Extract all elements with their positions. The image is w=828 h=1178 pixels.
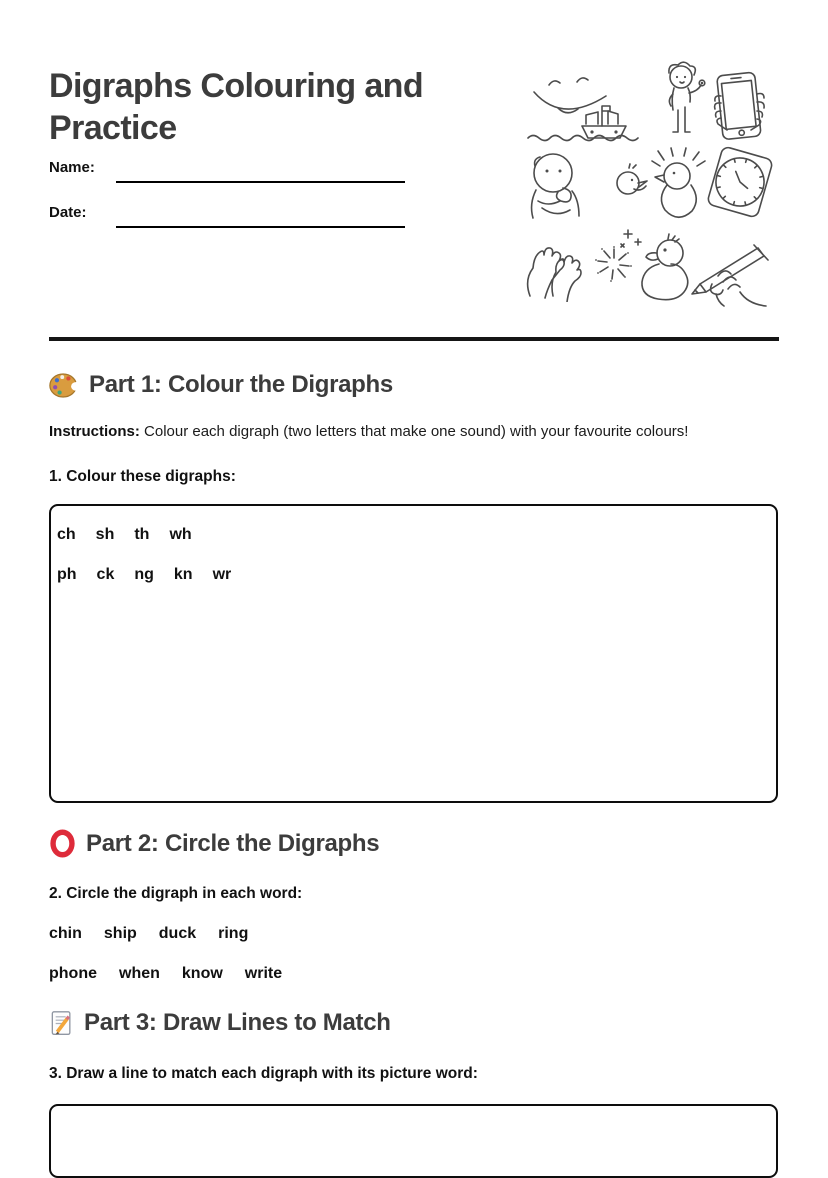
memo-icon xyxy=(49,1010,74,1037)
part3-heading xyxy=(49,1009,391,1037)
digraph-row-1 xyxy=(57,526,192,544)
name-label: Name: xyxy=(49,159,95,176)
clock-icon xyxy=(702,142,778,222)
digraph-item: wh xyxy=(169,526,192,543)
digraph-item: sh xyxy=(95,526,115,543)
chick-icon xyxy=(612,163,650,199)
part2-prompt: 2. Circle the digraph in each word: xyxy=(49,885,303,902)
word-row-2 xyxy=(49,965,282,983)
part3-prompt: 3. Draw a line to match each digraph with its picture word: xyxy=(49,1065,478,1082)
word-row-1 xyxy=(49,925,248,943)
digraph-item: ch xyxy=(57,526,76,543)
part1-heading-text: Part 1: Colour the Digraphs xyxy=(89,371,393,398)
digraph-item: ck xyxy=(96,566,115,583)
digraph-row-2 xyxy=(57,566,231,584)
clapping-hands-icon xyxy=(520,230,590,302)
illustration-cluster xyxy=(518,60,780,310)
digraph-item: ph xyxy=(57,566,77,583)
digraph-item: wr xyxy=(212,566,232,583)
part1-heading xyxy=(49,371,393,399)
writing-hand-icon xyxy=(684,232,778,310)
ship-smile-icon xyxy=(522,70,650,144)
date-label: Date: xyxy=(49,204,87,221)
word-item: phone xyxy=(49,965,97,982)
digraph-item: ng xyxy=(134,566,154,583)
word-item: ship xyxy=(103,925,137,942)
part3-heading-text: Part 3: Draw Lines to Match xyxy=(84,1009,391,1036)
word-item: ring xyxy=(218,925,249,942)
digraph-item: th xyxy=(134,526,150,543)
part2-heading-text: Part 2: Circle the Digraphs xyxy=(86,829,380,857)
part1-instructions xyxy=(49,423,749,440)
name-line xyxy=(116,181,405,183)
instructions-label: Instructions: xyxy=(49,423,140,440)
word-item: chin xyxy=(49,925,82,942)
baby-chin-icon xyxy=(522,148,588,228)
word-item: when xyxy=(119,965,160,982)
word-item: write xyxy=(244,965,283,982)
section-divider xyxy=(49,337,779,341)
part2-heading xyxy=(49,829,379,858)
word-item: duck xyxy=(158,925,197,942)
digraph-colouring-box xyxy=(49,504,778,803)
date-line xyxy=(116,226,405,228)
shining-duck-icon xyxy=(648,146,710,228)
palette-icon xyxy=(49,372,79,399)
hollow-red-circle-icon xyxy=(49,829,76,858)
digraph-item: kn xyxy=(173,566,193,583)
matching-box xyxy=(49,1104,778,1178)
page-title: Digraphs Colouring and Practice xyxy=(49,66,424,147)
instructions-text: Colour each digraph (two letters that make one sound) with your favourite colours! xyxy=(144,423,689,440)
phone-hands-icon xyxy=(698,70,778,144)
part1-prompt: 1. Colour these digraphs: xyxy=(49,468,236,485)
word-item: know xyxy=(181,965,223,982)
